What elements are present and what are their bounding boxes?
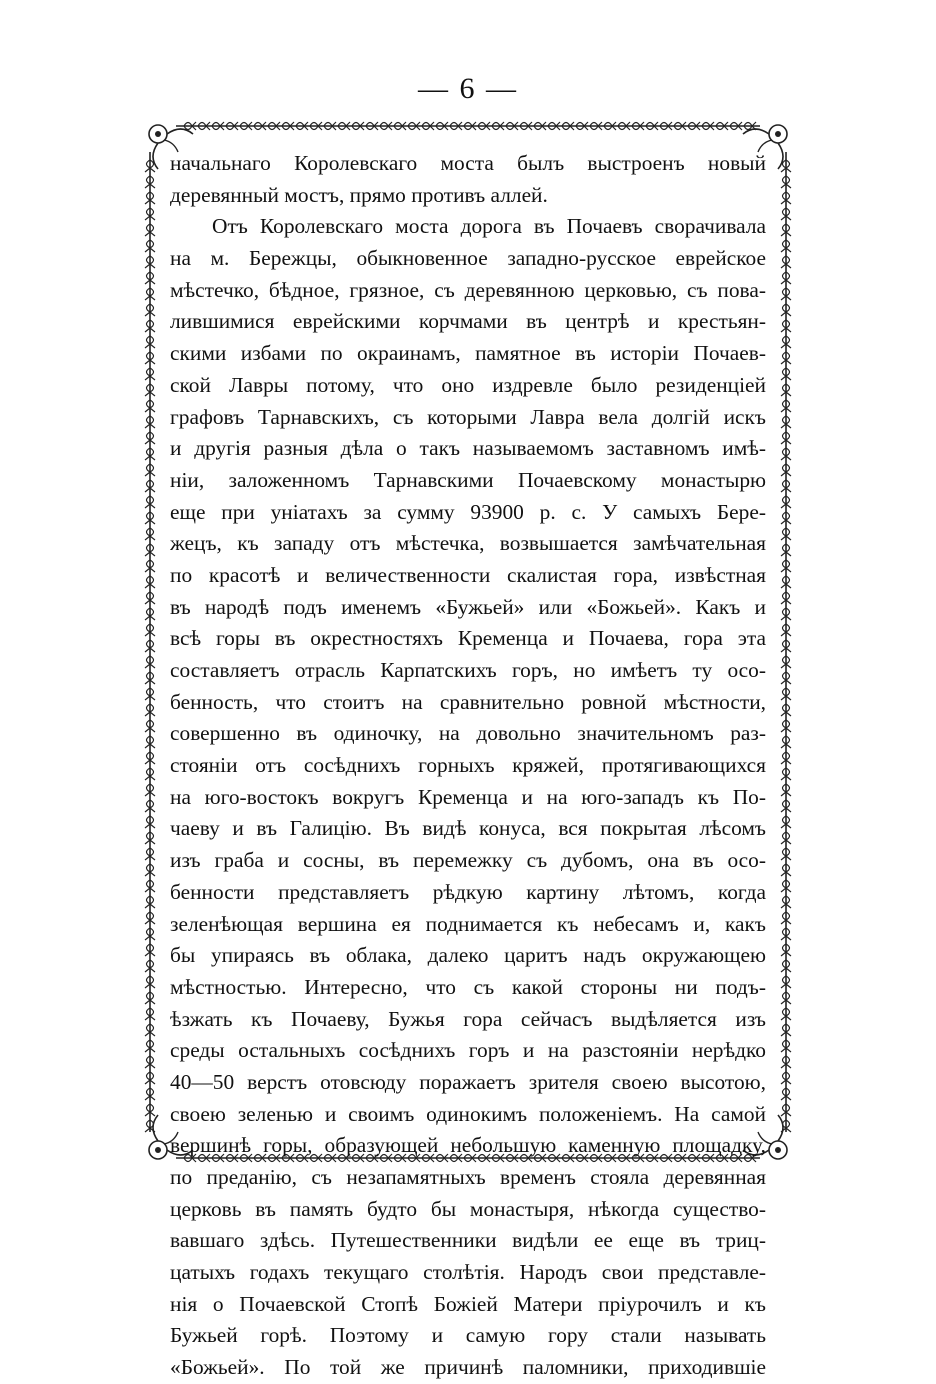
- text-line: на юго-востокъ вокругъ Кременца и на юго-западъ къ По-: [170, 784, 766, 809]
- text-line: зеленѣющая вершина ея поднимается къ небесамъ и, какъ: [170, 911, 766, 936]
- text-line: бы упираясь въ облака, далеко царитъ надъ окружающею: [170, 943, 766, 968]
- text-line: цатыхъ годахъ текущаго столѣтія. Народъ свои представле-: [170, 1260, 766, 1285]
- text-line: бенность, что стоитъ на сравнительно ровной мѣстности,: [170, 689, 766, 714]
- text-line: Отъ Королевскаго моста дорога въ Почаевъ сворачивала: [212, 214, 766, 239]
- text-line: ѣзжать къ Почаеву, Бужья гора сейчасъ выдѣляется изъ: [170, 1006, 766, 1031]
- text-line: мѣстечко, бѣдное, грязное, съ деревянною церковью, съ пова-: [170, 277, 766, 302]
- text-line: 40—50 верстъ отовсюду поражаетъ зрителя своею высотою,: [170, 1069, 766, 1094]
- text-line: всѣ горы въ окрестностяхъ Кременца и Почаева, гора эта: [170, 626, 766, 651]
- text-line: на м. Бережцы, обыкновенное западно-русское еврейское: [170, 246, 766, 271]
- text-line: стояніи отъ сосѣднихъ горныхъ кряжей, протягивающихся: [170, 753, 766, 778]
- text-line: вершинѣ горы, образующей небольшую каменную площадку,: [170, 1133, 766, 1158]
- text-line: вавшаго здѣсь. Путешественники видѣли ее еще въ триц-: [170, 1228, 766, 1253]
- corner-flourish: [775, 1147, 781, 1153]
- corner-flourish: [775, 131, 781, 137]
- text-line: деревянный мостъ, прямо противъ аллей.: [170, 182, 548, 207]
- text-line: нія о Почаевской Стопѣ Божіей Матери пріурочилъ и къ: [170, 1291, 766, 1316]
- text-line: мѣстностью. Интересно, что съ какой стороны ни подъ-: [170, 974, 766, 999]
- text-line: изъ граба и сосны, въ перемежку съ дубомъ, она въ осо-: [170, 848, 766, 873]
- text-line: совершенно въ одиночку, на довольно значительномъ раз-: [170, 721, 766, 746]
- text-line: составляетъ отрасль Карпатскихъ горъ, но имѣетъ ту осо-: [170, 658, 766, 682]
- text-line: въ народѣ подъ именемъ «Бужьей» или «Божьей». Какъ и: [170, 594, 766, 619]
- text-line: церковь въ память будто бы монастыря, нѣкогда существо-: [170, 1196, 766, 1221]
- text-line: ніи, заложенномъ Тарнавскими Почаевскому монастырю: [170, 467, 766, 492]
- text-line: лившимися еврейскими корчмами въ центрѣ и крестьян-: [170, 309, 766, 334]
- text-line: по преданію, съ незапамятныхъ временъ стояла деревянная: [170, 1165, 766, 1189]
- text-line: ской Лавры потому, что оно издревле было резиденціей: [170, 372, 766, 397]
- text-line: среды остальныхъ сосѣднихъ горъ и на разстояніи нерѣдко: [170, 1038, 766, 1063]
- corner-flourish: [155, 1147, 161, 1153]
- text-line: «Божьей». По той же причинѣ паломники, приходившіе: [170, 1355, 766, 1380]
- text-line: бенности представляетъ рѣдкую картину лѣтомъ, когда: [170, 879, 766, 904]
- text-line: и другія разныя дѣла о такъ называемомъ заставномъ имѣ-: [170, 436, 766, 461]
- text-line: начальнаго Королевскаго моста былъ выстроенъ новый: [170, 151, 766, 175]
- corner-flourish: [155, 131, 161, 137]
- text-line: графовъ Тарнавскихъ, съ которыми Лавра вела долгій искъ: [170, 404, 766, 429]
- text-line: своею зеленью и своимъ одинокимъ положеніемъ. На самой: [170, 1101, 766, 1126]
- page-number: — 6 —: [418, 72, 518, 105]
- text-line: еще при уніатахъ за сумму 93900 р. с. У самыхъ Бере-: [170, 499, 766, 524]
- page-body: [170, 148, 766, 1384]
- text-line: Бужьей горѣ. Поэтому и самую гору стали называть: [170, 1323, 766, 1348]
- text-line: скими избами по окраинамъ, памятное въ исторіи Почаев-: [170, 341, 766, 366]
- text-line: жецъ, къ западу отъ мѣстечка, возвышается замѣчательная: [170, 531, 766, 556]
- text-line: чаеву и въ Галицію. Въ видѣ конуса, вся покрытая лѣсомъ: [170, 816, 766, 841]
- text-line: по красотѣ и величественности скалистая гора, извѣстная: [170, 562, 766, 587]
